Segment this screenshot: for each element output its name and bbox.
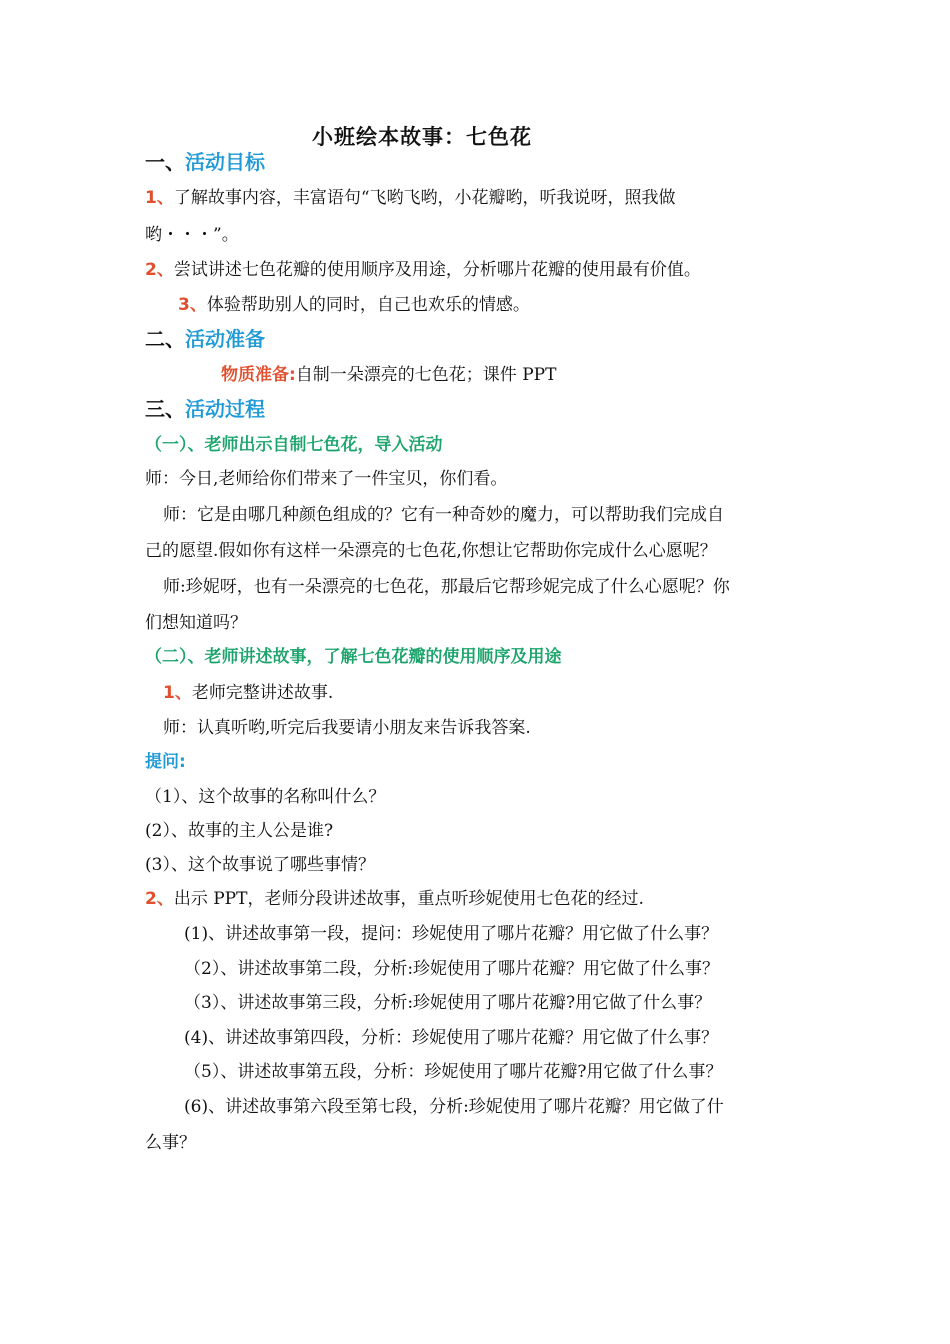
paragraph-line: 们想知道吗？ [145, 613, 247, 633]
section-prefix: 一、 [145, 150, 185, 174]
section-title: 活动目标 [185, 150, 265, 174]
section-heading-goals [145, 151, 265, 173]
step-number: 2、 [145, 889, 174, 909]
item-number: 1、 [145, 188, 174, 208]
segment-item: (6)、讲述故事第六段至第七段，分析:珍妮使用了哪片花瓣？用它做了什 [184, 1097, 724, 1117]
subsection-heading-1: （一）、老师出示自制七色花，导入活动 [145, 435, 443, 455]
material-text: 自制一朵漂亮的七色花；课件 PPT [295, 365, 557, 385]
section-prefix: 三、 [145, 397, 185, 421]
segment-item: (4)、讲述故事第四段，分析：珍妮使用了哪片花瓣？用它做了什么事？ [184, 1028, 719, 1048]
section-heading-preparation [145, 328, 265, 350]
goal-item-1-continued: 哟・・・”。 [145, 225, 239, 245]
step-text: 出示 PPT，老师分段讲述故事，重点听珍妮使用七色花的经过. [173, 889, 644, 909]
section-prefix: 二、 [145, 327, 185, 351]
item-text: 体验帮助别人的同时，自己也欢乐的情感。 [206, 295, 530, 315]
question-item: (2）、故事的主人公是谁? [145, 821, 334, 841]
section-heading-process [145, 398, 265, 420]
segment-item: (1)、讲述故事第一段，提问：珍妮使用了哪片花瓣？用它做了什么事？ [184, 924, 719, 944]
question-label: 提问: [145, 752, 186, 772]
step-number: 1、 [163, 683, 192, 703]
paragraph-line: 师：它是由哪几种颜色组成的？它有一种奇妙的魔力，可以帮助我们完成自 [163, 505, 724, 525]
page-title: 小班绘本故事：七色花 [312, 124, 532, 149]
material-preparation [221, 364, 556, 386]
goal-item-2 [145, 259, 701, 281]
goal-item-1 [145, 187, 676, 209]
material-label: 物质准备: [221, 365, 296, 385]
subsection-heading-2: （二）、老师讲述故事，了解七色花瓣的使用顺序及用途 [145, 647, 562, 667]
question-item: (3）、这个故事说了哪些事情？ [145, 855, 375, 875]
item-number: 2、 [145, 260, 174, 280]
section-title: 活动准备 [185, 327, 265, 351]
paragraph-line: 师：今日,老师给你们带来了一件宝贝，你们看。 [145, 469, 508, 489]
segment-item: （2）、讲述故事第二段，分析:珍妮使用了哪片花瓣？用它做了什么事？ [184, 959, 720, 979]
paragraph-line: 师:珍妮呀，也有一朵漂亮的七色花，那最后它帮珍妮完成了什么心愿呢？你 [163, 577, 730, 597]
step-text: 老师完整讲述故事. [191, 683, 334, 703]
segment-item-continued: 么事？ [145, 1133, 196, 1153]
step-1 [163, 682, 333, 704]
step-2 [145, 888, 644, 910]
segment-item: （3）、讲述故事第三段，分析:珍妮使用了哪片花瓣?用它做了什么事？ [184, 993, 712, 1013]
teacher-line: 师：认真听哟,听完后我要请小朋友来告诉我答案. [163, 718, 531, 738]
question-item: （1）、这个故事的名称叫什么？ [145, 787, 386, 807]
paragraph-line: 己的愿望.假如你有这样一朵漂亮的七色花,你想让它帮助你完成什么心愿呢？ [145, 541, 717, 561]
segment-item: （5）、讲述故事第五段，分析：珍妮使用了哪片花瓣?用它做了什么事？ [184, 1062, 723, 1082]
item-number: 3、 [178, 295, 207, 315]
item-text: 了解故事内容，丰富语句“飞哟飞哟，小花瓣哟，听我说呀，照我做 [173, 188, 676, 208]
item-text: 尝试讲述七色花瓣的使用顺序及用途，分析哪片花瓣的使用最有价值。 [173, 260, 701, 280]
goal-item-3 [178, 294, 530, 316]
section-title: 活动过程 [185, 397, 265, 421]
